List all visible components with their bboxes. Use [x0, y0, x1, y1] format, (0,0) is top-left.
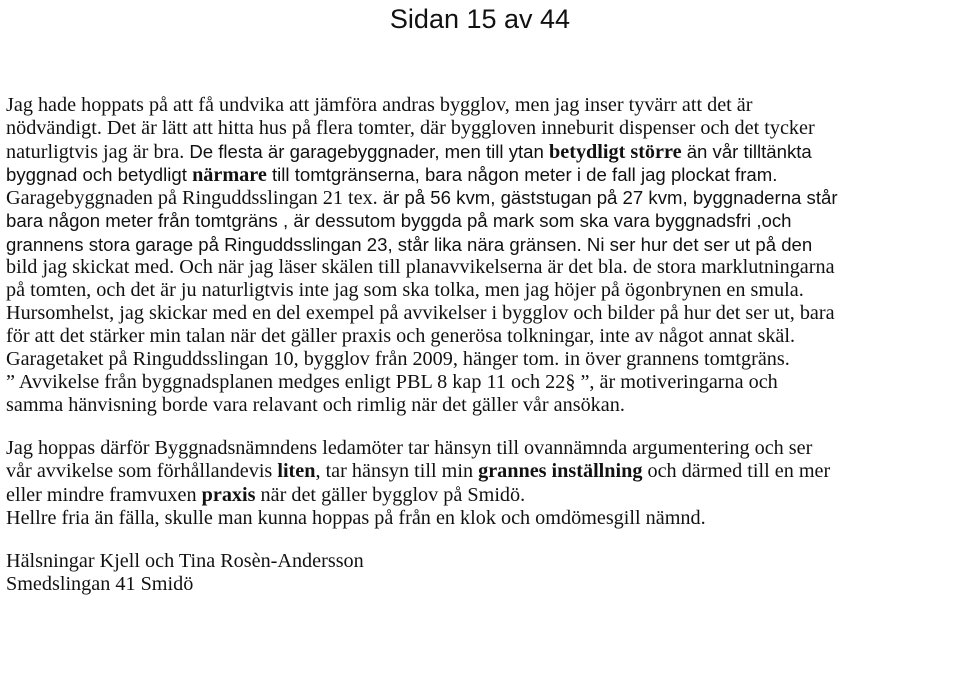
text-run: Hälsningar Kjell och Tina Rosèn-Andersson [6, 549, 364, 572]
text-line [6, 140, 956, 163]
text-run: ” Avvikelse från byggnadsplanen medges enligt PBL 8 kap 11 och 22§ ”, är motiveringarna och [6, 371, 778, 394]
letter-body [6, 94, 956, 596]
text-run: när det gäller bygglov på Smidö. [255, 483, 526, 506]
text-run: Garagetaket på Ringuddsslingan 10, bygglov från 2009, hänger tom. in över grannens tomtgräns. [6, 348, 790, 371]
text-run-sans: är på 56 kvm, gäststugan på 27 kvm, byggnaderna står [382, 187, 838, 209]
text-line [6, 325, 956, 348]
text-run: och därmed till en mer [642, 460, 831, 483]
text-run: Garagebyggnaden på Ringuddsslingan 21 tex. [6, 187, 383, 210]
text-line [6, 507, 956, 530]
paragraph-gap [6, 530, 956, 550]
emphasis-text: grannes inställning [478, 460, 643, 483]
text-line [6, 256, 956, 279]
paragraph-gap [6, 417, 956, 437]
paragraph-1 [6, 94, 956, 417]
text-line [6, 279, 956, 302]
text-run: bild jag skickat med. Och när jag läser skälen till planavvikelserna är det bla. de stora marklutningarna [6, 255, 835, 278]
text-run: Smedslingan 41 Smidö [6, 572, 194, 595]
text-run-sans: bara någon meter från tomtgräns , är dessutom byggda på mark som ska vara byggnadsfri ,och [6, 210, 792, 232]
text-run: vår avvikelse som förhållandevis [6, 460, 278, 483]
text-run: eller mindre framvuxen [6, 483, 202, 506]
text-line [6, 117, 956, 140]
signature-block [6, 550, 956, 596]
emphasis-text: praxis [201, 483, 256, 506]
text-line [6, 209, 956, 232]
text-run-sans: grannens stora garage på Ringuddsslingan 23, står lika nära gränsen. Ni ser hur det ser ut på den [6, 233, 813, 255]
text-run: Jag hade hoppats på att få undvika att jämföra andras bygglov, men jag inser tyvärr att det är [6, 94, 753, 116]
text-line [6, 348, 956, 371]
text-line [6, 437, 956, 460]
text-run: på tomten, och det är ju naturligtvis inte jag som ska tolka, men jag höjer på ögonbrynen en smula. [6, 278, 804, 301]
text-line [6, 163, 956, 186]
text-line [6, 94, 956, 117]
text-run: Hellre fria än fälla, skulle man kunna hoppas på från en klok och omdömesgill nämnd. [6, 506, 706, 529]
text-run-sans: än vår tilltänkta [681, 141, 812, 163]
emphasis-text: betydligt större [549, 141, 682, 164]
text-run-sans: De flesta är garagebyggnader, men till ytan [189, 141, 550, 163]
page-header: Sidan 15 av 44 [389, 4, 571, 34]
text-line [6, 186, 956, 209]
text-run-sans: byggnad och betydligt [6, 164, 193, 186]
emphasis-text: närmare [192, 164, 267, 187]
greeting-line [6, 550, 956, 573]
text-line [6, 460, 956, 483]
text-line [6, 302, 956, 325]
text-run-sans: till tomtgränserna, bara någon meter i de fall jag plockat fram. [266, 164, 778, 186]
text-line [6, 394, 956, 417]
text-line [6, 371, 956, 394]
paragraph-2 [6, 437, 956, 529]
text-line [6, 233, 956, 256]
text-run: , tar hänsyn till min [315, 460, 479, 483]
text-run: nödvändigt. Det är lätt att hitta hus på flera tomter, där byggloven inneburit dispenser och det tycker [6, 117, 815, 140]
text-line [6, 484, 956, 507]
text-run: Jag hoppas därför Byggnadsnämndens ledamöter tar hänsyn till ovannämnda argumentering och ser [6, 437, 813, 460]
text-run: Hursomhelst, jag skickar med en del exempel på avvikelser i bygglov och bilder på hur det ser ut, bara [6, 301, 835, 324]
address-line [6, 573, 956, 596]
text-run: naturligtvis jag är bra. [6, 141, 190, 164]
emphasis-text: liten [277, 460, 316, 483]
text-run: för att det stärker min talan när det gäller praxis och generösa tolkningar, inte av något annat skäl. [6, 324, 796, 347]
text-run: samma hänvisning borde vara relavant och rimlig när det gäller vår ansökan. [6, 394, 625, 417]
